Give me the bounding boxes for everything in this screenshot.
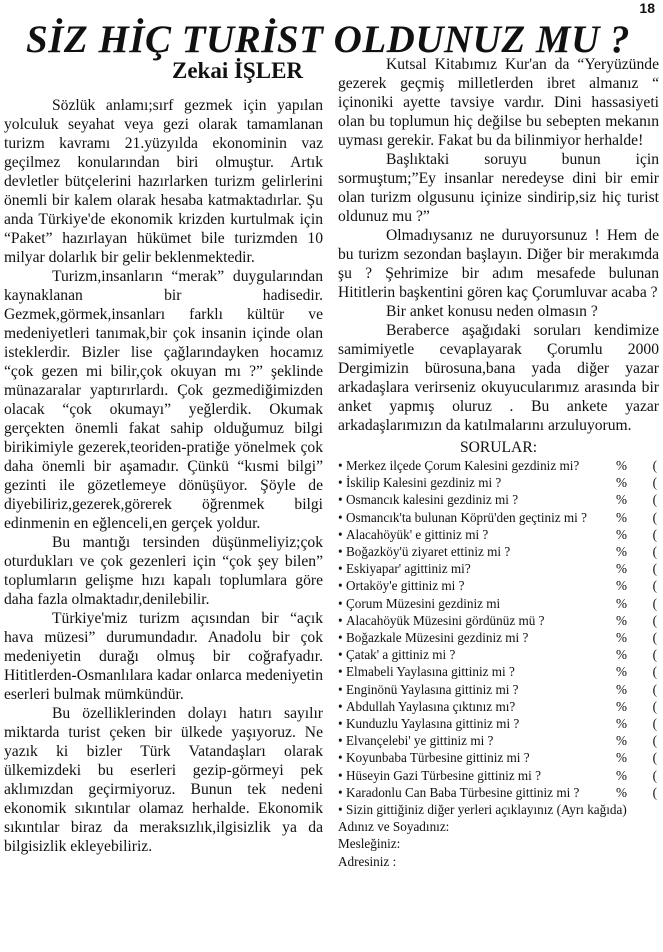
question-text: Karadonlu Can Baba Türbesine gittiniz mi ? (346, 784, 580, 800)
percent-mark: % (616, 750, 627, 766)
paragraph: Bir anket konusu neden olmasın ? (386, 303, 598, 320)
page-number: 18 (639, 0, 655, 16)
percent-mark: % (616, 458, 627, 473)
paren-mark: ( (652, 475, 657, 491)
question-text: Boğazköy'ü ziyaret ettiniz mi ? (346, 544, 511, 560)
survey-heading: SORULAR: (459, 439, 538, 456)
paren-mark: ( (652, 492, 657, 508)
paren-mark: ( (652, 630, 657, 646)
question-text: Sizin gittiğiniz diğer yerleri açıklayınız (Ayrı kağıda) (346, 802, 627, 818)
question-text: Alacahöyük' e gittiniz mi ? (346, 526, 489, 542)
paren-mark: ( (652, 526, 657, 542)
question-item (338, 646, 659, 663)
paren-mark: ( (652, 767, 657, 783)
percent-mark: % (616, 544, 627, 560)
form-field-name: Adınız ve Soyadınız: (338, 819, 450, 835)
question-item (338, 560, 659, 577)
percent-mark: % (616, 767, 627, 783)
question-text: Osmancık'ta bulunan Köprü'den geçtiniz mi ? (346, 509, 587, 525)
percent-mark: % (616, 784, 627, 800)
question-list (338, 457, 659, 818)
paren-mark: ( (652, 750, 657, 766)
paragraph: Sözlük anlamı;sırf gezmek için yapılan yolculuk seyahat veya gezi olarak tamamlanan turizm kavramı 21.yüzyılda ekonominin vaz geçilmez konularından biri olmuştur. Artık devletler bütçelerini hazırlarken turizm gelirlerini önemli bir kalem olarak hesaba katmaktadırlar. Şu anda Türkiye'de ekonomik krizden kurtulmak için “Paket” hazırlayan hükümet bile turizmden 10 milyar dolarlık bir gelir beklenmektedir. (4, 97, 323, 266)
question-text: Kunduzlu Yaylasına gittiniz mi ? (346, 716, 520, 732)
percent-mark: % (616, 578, 627, 594)
question-item (338, 681, 659, 698)
question-item (338, 457, 659, 474)
question-item (338, 749, 659, 766)
form-field-address: Adresiniz : (338, 853, 397, 869)
question-text: Merkez ilçede Çorum Kalesini gezdiniz mi? (346, 458, 580, 473)
paren-mark: ( (652, 509, 657, 525)
percent-mark: % (616, 630, 627, 646)
question-item (338, 612, 659, 629)
question-item (338, 474, 659, 491)
percent-mark: % (616, 716, 627, 732)
paren-mark: ( (652, 595, 657, 611)
question-item (338, 663, 659, 680)
author-name: Zekai İŞLER (172, 58, 304, 83)
question-text: Elvançelebi' ye gittiniz mi ? (346, 733, 494, 749)
paragraph: Olmadıysanız ne duruyorsunuz ! Hem de bu turizm sezondan başlayın. Diğer bir merakımda şu ? Şehrimize bir adım mesafede bulunan Hititlerin başkentini gören kaç Çorumluvar acaba ? (338, 227, 659, 301)
right-column (338, 55, 659, 870)
paragraph: Türkiye'miz turizm açısından bir “açık hava müzesi” durumundadır. Anadolu bir çok medeniyetin durağı olmuş bir coğrafyadır. Hititlerden-Osmanlılara kadar onlarca medeniyetin eserleri bulmak mümkündür. (4, 610, 323, 703)
form-field-occupation: Mesleğiniz: (338, 836, 401, 852)
paragraph: Beraberce aşağıdaki soruları kendimize samimiyetle cevaplayarak Çorumlu 2000 Dergimizin bürosuna,bana yada diğer yazar arkadaşlara verirseniz okuyucularımız arasında bir anket yapmış oluruz . Bu ankete yazar arkadaşlarımızın da katılmalarını arzuluyorum. (338, 322, 659, 434)
paren-mark: ( (652, 698, 657, 714)
percent-mark: % (616, 698, 627, 714)
question-text: Enginönü Yaylasına gittiniz mi ? (346, 681, 519, 697)
question-text: Hüseyin Gazi Türbesine gittiniz mi ? (346, 767, 541, 783)
question-item (338, 732, 659, 749)
question-text: Elmabeli Yaylasına gittiniz mi ? (346, 664, 515, 680)
question-text: İskilip Kalesini gezdiniz mi ? (346, 475, 502, 491)
percent-mark: % (616, 612, 627, 628)
percent-mark: % (616, 647, 627, 663)
paren-mark: ( (652, 784, 657, 800)
left-column (4, 96, 323, 856)
paren-mark: ( (652, 578, 657, 594)
paren-mark: ( (652, 647, 657, 663)
percent-mark: % (616, 681, 627, 697)
question-text: Abdullah Yaylasına çıktınız mı? (346, 698, 516, 714)
paragraph: Turizm,insanların “merak” duygularından kaynaklanan bir hadisedir. Gezmek,görmek,insanları farklı kültür ve medeniyetleri tanımak,bir çok insanin içinde olan isteklerdir. Bizler lise çağlarındayken hocamız “çok gezen mi bilir,çok okuyan mı ?” şeklinde münazaralar yaptırırlardı. Çok gezmediğimizden olacak “çok okumayı” yeğlerdik. Okumak gerçekten önemli fakat sahip olduğumuz bilgi birikimiyle gezerek,teoriden-pratiğe yönelmek çok daha önemli bir aşamadır. Çünkü “kısmi bilgi” gezinti ile gözetlemeye dönüşüyor. Şöyle de diyebiliriz,gezerek,görerek öğrenmek bilgi edinmenin en eğlenceli,en gerçek yoldur. (4, 268, 323, 532)
question-item (338, 784, 659, 801)
paren-mark: ( (652, 733, 657, 749)
question-item (338, 595, 659, 612)
question-text: Çatak' a gittiniz mi ? (346, 647, 456, 663)
percent-mark: % (616, 664, 627, 680)
question-text: Alacahöyük Müzesini gördünüz mü ? (346, 612, 545, 628)
paren-mark: ( (652, 612, 657, 628)
paragraph: Bu mantığı tersinden düşünmeliyiz;çok oturdukları ve çok gezenleri için “çok şey bilen” toplumların gelişme hızı kapalı toplumlara göre daha fazla olmaktadır,denilebilir. (4, 534, 323, 608)
percent-mark: % (616, 733, 627, 749)
question-item (338, 698, 659, 715)
question-text: Ortaköy'e gittiniz mi ? (346, 578, 465, 594)
percent-mark: % (616, 475, 627, 491)
percent-mark: % (616, 492, 627, 508)
percent-mark: % (616, 526, 627, 542)
paragraph: Başlıktaki soruyu bunun için sormuştum;”Ey insanlar neredeyse dini bir emir olan turizm olgusunu içinize sindirip,siz hiç turist oldunuz mu ?” (338, 151, 659, 225)
paren-mark: ( (652, 561, 657, 577)
question-item (338, 577, 659, 594)
question-text: Eskiyapar' agittiniz mi? (346, 561, 471, 577)
question-item (338, 509, 659, 526)
paren-mark: ( (652, 681, 657, 697)
question-text: Koyunbaba Türbesine gittiniz mi ? (346, 750, 530, 766)
question-text: Boğazkale Müzesini gezdiniz mi ? (346, 630, 529, 646)
question-item (338, 629, 659, 646)
question-text: Osmancık kalesini gezdiniz mi ? (346, 492, 519, 508)
question-item (338, 491, 659, 508)
paren-mark: ( (652, 664, 657, 680)
paren-mark: ( (652, 716, 657, 732)
question-item (338, 526, 659, 543)
question-item (338, 715, 659, 732)
article-title: SİZ HİÇ TURİST OLDUNUZ MU ? (26, 18, 630, 61)
paren-mark: ( (652, 544, 657, 560)
paragraph: Kutsal Kitabımız Kur'an da “Yeryüzünde gezerek geçmiş milletlerden ibret almanız “ içinoniki ayette tavsiye vardır. Dini hassasiyeti olan bu toplumun hiç değilse bu sebepten mekanın uyması gerekir. Fakat bu da bilinmiyor herhalde! (338, 56, 659, 149)
question-item (338, 767, 659, 784)
paragraph: Bu özelliklerinden dolayı hatırı sayılır miktarda turist çeken bir ülkede yaşıyoruz. Ne yazık ki bizler Türk Vatandaşları olarak ülkemizdeki bu eserleri gezip-görmeyi pek aklımızdan geçirmiyoruz. Bunun tek nedeni ekonomik sıkıntılar olamaz herhalde. Ekonomik sıkıntılar biraz da meraksızlık,ilgisizlik ya da bilgisizlik ekleyebiliriz. (4, 705, 323, 855)
question-item (338, 801, 659, 818)
percent-mark: % (616, 509, 627, 525)
question-item (338, 543, 659, 560)
question-text: Çorum Müzesini gezdiniz mi (346, 595, 501, 611)
percent-mark: % (616, 561, 627, 577)
percent-mark: % (616, 595, 627, 611)
paren-mark: ( (652, 458, 657, 473)
